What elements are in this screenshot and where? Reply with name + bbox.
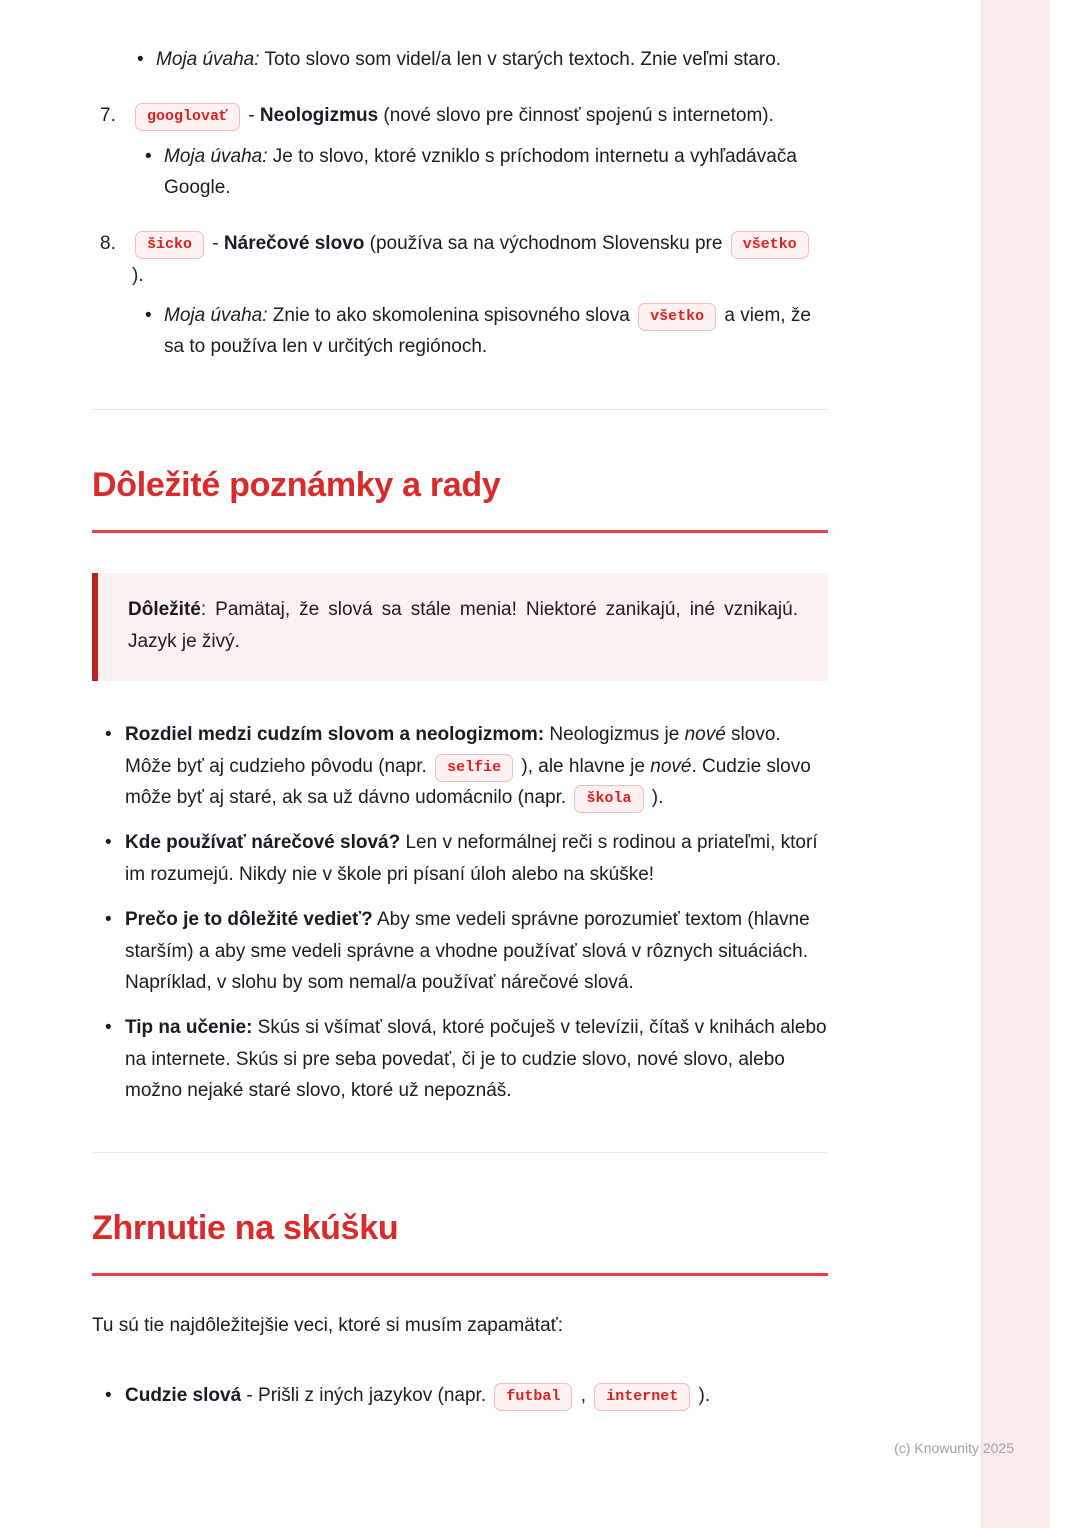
text-segment: Skús si všímať slová, ktoré počuješ v televízii, čítaš v knihách alebo na internete. Skús si pre seba povedať, či je to cudzie slovo, nové slovo, alebo možno nejaké staré slovo, ktoré už nepoznáš.	[125, 1017, 827, 1101]
text-segment: Len v neformálnej reči s rodinou a priateľmi, ktorí im rozumejú. Nikdy nie v škole pri písaní úloh alebo na skúške!	[125, 832, 818, 885]
text-segment: Je to slovo, ktoré vzniklo s príchodom internetu a vyhľadávača Google.	[164, 145, 797, 199]
text-segment: Moja úvaha:	[164, 145, 268, 167]
text-segment: Rozdiel medzi cudzím slovom a neologizmom:	[125, 724, 545, 746]
code-chip: internet	[594, 1383, 690, 1411]
code-chip: všetko	[638, 303, 716, 331]
code-chip: futbal	[494, 1383, 572, 1411]
note-bullet	[105, 719, 828, 813]
text-segment: ).	[646, 787, 664, 809]
reflection-list	[145, 300, 828, 363]
text-segment: nové	[650, 755, 692, 777]
text-segment: Aby sme vedeli správne porozumieť textom (hlavne starším) a aby sme vedeli správne a vhodne používať slová v rôznych situáciách. Napríklad, v slohu by som nemal/a používať nárečové slová.	[125, 909, 810, 993]
reflection-list	[92, 44, 828, 75]
section-heading-notes: Dôležité poznámky a rady	[92, 465, 501, 504]
text-segment: Moja úvaha:	[164, 305, 268, 327]
item-body	[132, 228, 828, 362]
numbered-item-8	[92, 228, 828, 362]
heading-underline	[92, 530, 828, 533]
section-divider	[92, 409, 828, 410]
section-heading-summary: Zhrnutie na skúšku	[92, 1209, 399, 1248]
code-chip: selfie	[435, 754, 513, 782]
text-segment: . Cudzie slovo môže byť aj staré, ak sa už dávno udomácnilo (napr.	[125, 755, 811, 809]
text-segment: (používa sa na východnom Slovensku pre	[364, 233, 728, 255]
text-segment: ).	[693, 1384, 711, 1406]
code-chip: všetko	[731, 231, 809, 259]
summary-list	[92, 1380, 828, 1411]
document-content	[92, 0, 828, 1411]
reflection-bullet	[145, 141, 828, 204]
text-segment: Tip na učenie:	[125, 1017, 253, 1039]
callout-text	[128, 594, 798, 659]
note-bullet	[105, 827, 828, 890]
text-segment: nové	[684, 724, 726, 746]
text-segment: Kde používať nárečové slová?	[125, 832, 401, 854]
text-segment: : Pamätaj, že slová sa stále menia! Niektoré zanikajú, iné vznikajú. Jazyk je živý.	[128, 598, 798, 653]
text-segment: ), ale hlavne je	[516, 755, 651, 777]
text-segment: Neologizmus	[259, 105, 379, 127]
summary-bullet	[105, 1380, 828, 1411]
text-segment: Toto slovo som videl/a len v starých textoch. Znie veľmi staro.	[259, 49, 782, 70]
text-segment: Neologizmus je	[544, 724, 685, 746]
note-bullet	[105, 904, 828, 998]
code-chip: googlovať	[135, 103, 240, 131]
code-chip: šicko	[135, 231, 204, 259]
item-body	[132, 100, 828, 203]
text-segment: -	[243, 105, 260, 127]
reflection-bullet	[145, 300, 828, 363]
numbered-item-7	[92, 100, 828, 203]
item-text	[132, 228, 828, 291]
note-bullet	[105, 1012, 828, 1106]
text-segment: Prečo je to dôležité vedieť?	[125, 909, 373, 931]
text-segment: Znie to ako skomolenina spisovného slova	[267, 305, 636, 327]
text-segment: Nárečové slovo	[223, 233, 365, 255]
item-number: 8.	[100, 233, 116, 255]
heading-underline	[92, 1273, 828, 1276]
text-segment: - Prišli z iných jazykov (napr.	[241, 1384, 492, 1406]
text-segment: Dôležité	[128, 598, 201, 620]
text-segment: -	[207, 233, 224, 255]
item-number: 7.	[100, 105, 116, 127]
reflection-bullet	[137, 44, 828, 75]
code-chip: škola	[574, 785, 643, 813]
section-divider	[92, 1152, 828, 1153]
copyright-notice: (c) Knowunity 2025	[894, 1440, 1014, 1456]
reflection-list	[145, 141, 828, 204]
text-segment: (nové slovo pre činnosť spojenú s internetom).	[378, 105, 774, 127]
text-segment: Moja úvaha:	[156, 49, 260, 70]
text-segment: slovo. Môže byť aj cudzieho pôvodu (napr.	[125, 724, 781, 777]
text-segment: ).	[132, 264, 144, 286]
important-callout	[92, 573, 828, 682]
item-text	[132, 100, 828, 131]
summary-lead: Tu sú tie najdôležitejšie veci, ktoré si musím zapamätať:	[92, 1315, 564, 1337]
right-accent-strip	[981, 0, 1050, 1528]
text-segment: Cudzie slová	[125, 1384, 242, 1406]
notes-list	[92, 719, 828, 1106]
text-segment: a viem, že sa to používa len v určitých regiónoch.	[164, 305, 811, 358]
text-segment: ,	[575, 1384, 592, 1406]
